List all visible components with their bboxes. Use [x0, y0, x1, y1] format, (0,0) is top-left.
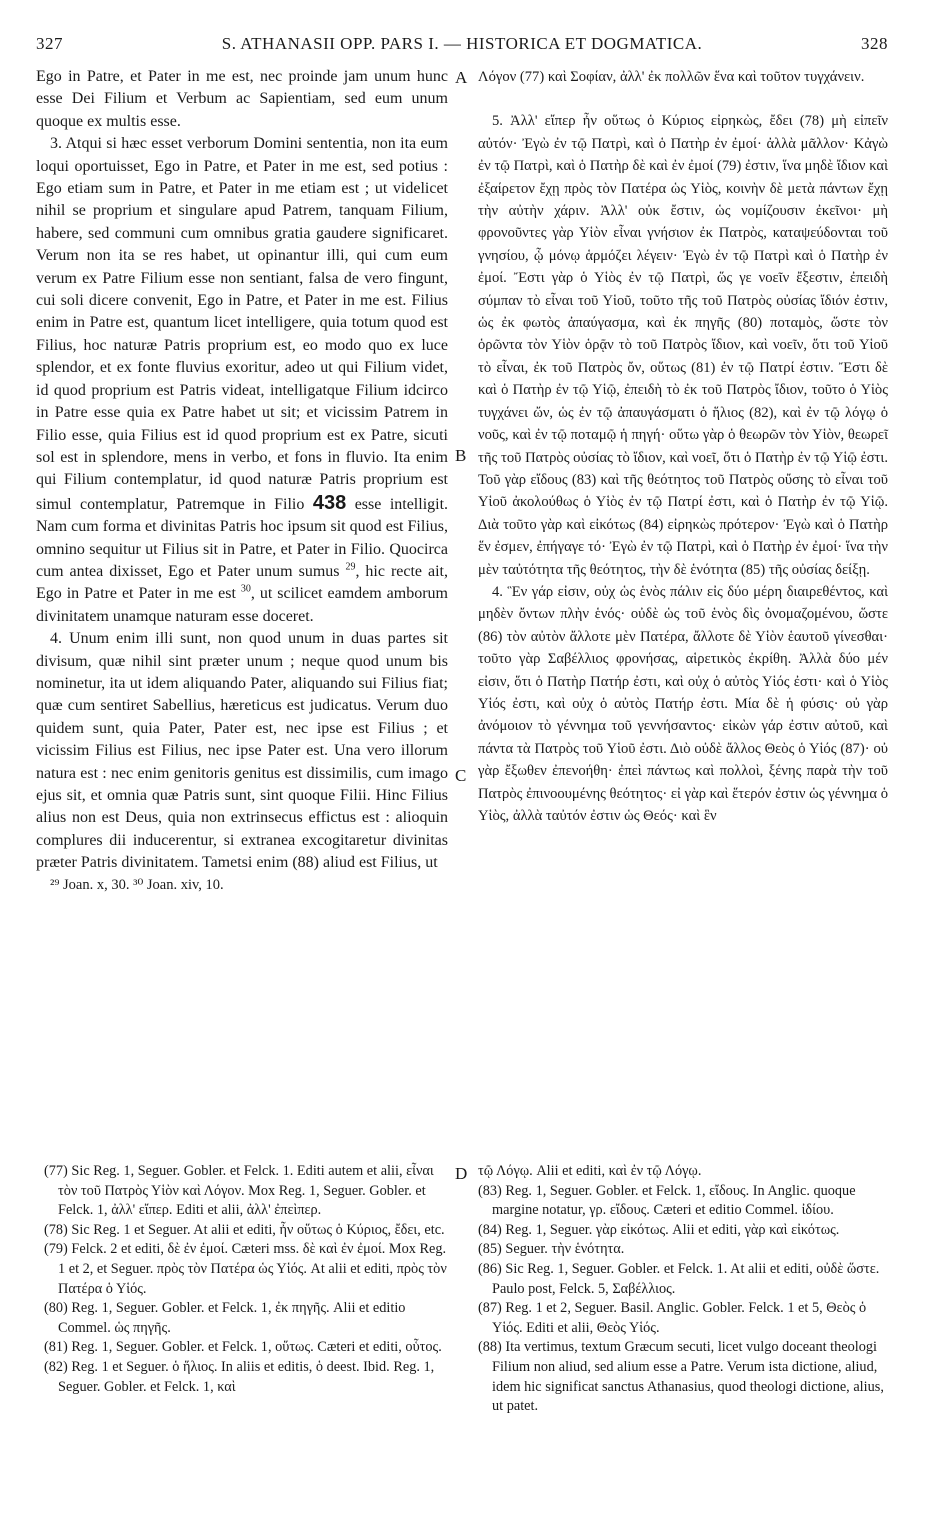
- margin-letter-c: C: [455, 766, 467, 785]
- latin-p2-text: 3. Atqui si hæc esset verborum Domini sententia, non ita eum loqui oportuisset, Ego in Patre, et Pater in me est, sed potius : Ego etiam sum in Patre, et Pater in me etiam est ; ut videlicet nihil se proprium et singulare apud Patrem, tanquam Filium, habere, sed communi cum omnibus gratia gaudere significaret. Verum non ita se res habet, ut opinantur illi, qui cum eum verum ex Patre Filium esse non sentiant, falsa de vero fingunt, cui soli dicere convenit, Ego in Patre, et Pater in me est. Filius enim in Patre est, quantum licet intelligere, quia totum quod est Filius, hoc naturæ Patris proprium est, eo modo quo ex luce splendor, et ex fonte fluvius exoritur, adeo ut qui Filium videt, id quod proprium est Patris videat, intelligatque Filium idcirco in Patre esse quia ex Patre habet ut sit; et vicissim Patrem in Filio esse, quia Filius est id quod proprium est ex Patre, sicuti sol est in splendore, mens in verbo, et fons in fluvio. Ita enim qui Filium contemplatur, id quod naturæ Patris proprium est simul contemplatur, Patremque in Filio: [36, 135, 448, 513]
- greek-paragraph-2: 5. Ἀλλ' εἴπερ ἦν οὕτως ὁ Κύριος εἰρηκὼς, ἔδει (78) μὴ εἰπεῖν αὐτόν· Ἐγὼ ἐν τῷ Πατρὶ, καὶ ὁ Πατὴρ ἐν ἐμοί· ἀλλὰ μᾶλλον· Κἀγὼ ἐν τῷ Πατρὶ, καὶ ὁ Πατὴρ δὲ καὶ ἐν ἐμοί (79) ἐστιν, ἵνα μηδὲ ἴδιον καὶ ἐξαίρετον ἔχῃ πρὸς τὸν Πατέρα ὡς Υἱὸς, κοινὴν δὲ μετὰ πάντων ἔχῃ τὴν αὐτὴν χάριν. Ἀλλ' οὐκ ἔστιν, ὡς νομίζουσιν ἐκεῖνοι· μὴ φρονοῦντες γὰρ Υἱὸν εἶναι γνήσιον ἐκ Πατρὸς, καταψεύδονται τοῦ γνησίου, ᾧ μόνῳ ἁρμόζει λέγειν· Ἐγὼ ἐν τῷ Πατρὶ καὶ ὁ Πατὴρ ἐν ἐμοί. Ἔστι γὰρ ὁ Υἱὸς ἐν τῷ Πατρὶ, ὥς γε νοεῖν ἔξεστιν, ἐπειδὴ σύμπαν τὸ εἶναι τοῦ Υἱοῦ, τοῦτο τῆς τοῦ Πατρὸς οὐσίας ἴδιόν ἐστιν, ὡς ἐκ φωτὸς ἀπαύγασμα, καὶ ἐκ πηγῆς (80) ποταμὸς, ὥστε τὸν ὁρῶντα τὸν Υἱὸν ὁρᾷν τὸ τοῦ Πατρὸς ἴδιον, καὶ νοεῖν, ὅτι τοῦ Υἱοῦ τὸ εἶναι, ἐκ τοῦ Πατρὸς ὄν, οὕτως (81) ἐν τῷ Πατρί ἐστιν. Ἔστι δὲ καὶ ὁ Πατὴρ ἐν τῷ Υἱῷ, ἐπειδὴ τὸ ἐκ τοῦ Πατρὸς ἴδιον, τοῦτο ὁ Υἱὸς τυγχάνει ὤν, ὡς ἐν τῷ ἀπαυγάσματι ὁ ἥλιος (82), καὶ ἐν τῷ λόγῳ ὁ νοῦς, καὶ ἐν τῷ ποταμῷ ἡ πηγή· οὕτω γὰρ ὁ θεωρῶν τὸν Υἱὸν, θεωρεῖ τῆς τοῦ Πατρὸς οὐσίας τὸ ἴδιον, καὶ νοεῖ, ὅτι ὁ Πατὴρ ἐν τῷ Υἱῷ ἐστι. Τοῦ γὰρ εἴδους (83) καὶ τῆς θεότητος τοῦ Πατρὸς οὔσης τὸ εἶναι τοῦ Υἱοῦ ἀκολούθως ὁ Υἱὸς ἐν τῷ Πατρί ἐστι, καὶ ὁ Πατὴρ ἐν τῷ Υἱῷ. Διὰ τοῦτο γὰρ καὶ εἰκότως (84) εἰρηκὼς πρότερον· Ἐγὼ καὶ ὁ Πατὴρ ἕν ἐσμεν, ἐπήγαγε τό· Ἐγὼ ἐν τῷ Πατρὶ, καὶ ὁ Πατὴρ ἐν ἐμοί· ἵνα τὴν μὲν ταὐτότητα τῆς θεότητος, τὴν δὲ ἑνότητα (85) τῆς οὐσίας δείξῃ.: [478, 113, 888, 578]
- running-header: [36, 30, 888, 60]
- footnote-continuation: τῷ Λόγῳ. Alii et editi, καὶ ἐν τῷ Λόγῳ.: [478, 1163, 702, 1179]
- footnote: (82) Reg. 1 et Seguer. ὁ ἥλιος. In aliis et editis, ὁ deest. Ibid. Reg. 1, Seguer. Gobler. et Felck. 1, καὶ: [44, 1358, 435, 1395]
- page-number-right: 328: [861, 34, 888, 53]
- latin-paragraph-3: 4. Unum enim illi sunt, non quod unum in duas partes sit divisum, quæ nihil sint præter unum ; neque quod unum bis nominetur, ita ut idem aliquando Pater, aliquando sui Filius fiat; quæ cum sentiret Sabellius, hæreticus est judicatus. Verum duo quidem sunt, quia Pater, Pater est, nec ipse est Filius ; et vicissim Filius est Filius, nec ipse Pater est. Una vero illorum natura est : nec enim genitoris genitus est dissimilis, cum imago ejus sit, et omnia quæ Patris sunt, sint quoque Filii. Hinc Filius alius non est Deus, quia non extrinsecus effictus est : alioquin complures dii inducerentur, si extranea excogitaretur divinitas præter Patris divinitatem. Tametsi enim (88) aliud est Filius, ut: [36, 630, 448, 872]
- margin-letter-a: A: [455, 68, 468, 87]
- footnote: (78) Sic Reg. 1 et Seguer. At alii et editi, ἦν οὕτως ὁ Κύριος, ἔδει, etc.: [44, 1221, 445, 1238]
- latin-paragraph-2: [36, 133, 448, 628]
- margin-letter-d: D: [455, 1164, 468, 1183]
- running-title: S. ATHANASII OPP. PARS I. — HISTORICA ET DOGMATICA.: [221, 34, 703, 53]
- footnote: (85) Seguer. τὴν ἑνότητα.: [478, 1241, 625, 1258]
- ref-29: 29: [345, 561, 356, 573]
- footnote: (88) Ita vertimus, textum Græcum secuti, licet vulgo doceant theologi Filium non aliud, sed alium esse a Patre. Verum ista dictione, aliud, idem hic significat sanctus Athanasius, quod theologi dictione, alius, ut patet.: [478, 1339, 884, 1415]
- footnote: (77) Sic Reg. 1, Seguer. Gobler. et Felck. 1. Editi autem et alii, εἶναι τὸν τοῦ Πατρὸς Υἱὸν καὶ Λόγον. Mox Reg. 1, Seguer. Gobler. et Felck. 1, ἀλλ' εἴπερ. Editi et alii, ἀλλ' ἐπεὶπερ.: [44, 1163, 434, 1219]
- ref-30: 30: [240, 584, 251, 596]
- footnote: (81) Reg. 1, Seguer. Gobler. et Felck. 1, οὕτως. Cæteri et editi, οὗτος.: [44, 1339, 442, 1356]
- footnote: (87) Reg. 1 et 2, Seguer. Basil. Anglic. Gobler. Felck. 1 et 5, Θεὸς ὁ Υἱός. Editi et alii, Θεὸς Υἱός.: [478, 1300, 867, 1336]
- page-number-left: 327: [36, 34, 63, 53]
- latin-paragraph-1: Ego in Patre, et Pater in me est, nec proinde jam unum hunc esse Dei Filium et Verbum ac Sapientiam, sed eum unum quoque ex multis esse.: [36, 68, 448, 130]
- latin-p2-end: esse intelligit. Nam cum forma et divinitas Patris hoc ipsum sit quod est Filius, omnino sequitur ut Filius sit in Patre, et Pater in Filio. Quocirca cum antea dixisset, Ego et Pater unum sumus: [36, 495, 449, 580]
- footnote: (79) Felck. 2 et editi, δὲ ἐν ἐμοί. Cæteri mss. δὲ καὶ ἐν ἐμοί. Mox Reg. 1 et 2, et Seguer. πρὸς τὸν Πατέρα ὡς Υἱός. At alii et editi, πρὸς τὸν Πατέρα ὁ Υἱός.: [44, 1241, 447, 1297]
- greek-paragraph-1: Λόγον (77) καὶ Σοφίαν, ἀλλ' ἐκ πολλῶν ἕνα καὶ τοῦτον τυγχάνειν.: [478, 69, 865, 85]
- greek-column: [478, 66, 888, 827]
- latin-p2-tail: , ut scilicet eamdem amborum divinitatem unamque naturam esse doceret.: [36, 585, 448, 625]
- scripture-references: ²⁹ Joan. x, 30. ³⁰ Joan. xiv, 10.: [50, 876, 224, 893]
- margin-letter-b: B: [455, 446, 467, 465]
- latin-p2-mid: , hic recte ait, Ego in Patre et Pater in me est: [36, 562, 448, 603]
- footnotes-left: [44, 1162, 450, 1397]
- latin-column: [36, 66, 448, 896]
- inline-page-number: 438: [312, 491, 347, 514]
- footnote: (86) Sic Reg. 1, Seguer. Gobler. et Felck. 1. At alii et editi, οὐδὲ ὥστε. Paulo post, Felck. 5, Σαβέλλιος.: [478, 1260, 880, 1297]
- footnote: (84) Reg. 1, Seguer. γὰρ εἰκότως. Alii et editi, γὰρ καὶ εἰκότως.: [478, 1221, 840, 1238]
- greek-paragraph-3: 4. Ἓν γάρ εἰσιν, οὐχ ὡς ἑνὸς πάλιν εἰς δύο μέρη διαιρεθέντος, καὶ μηδὲν ὄντων πλὴν ἑνός· οὐδὲ ὡς τοῦ ἑνὸς δὶς ὀνομαζομένου, ὥστε (86) τὸν αὐτὸν ἄλλοτε μὲν Πατέρα, ἄλλοτε δὲ Υἱὸν ἑαυτοῦ γίνεσθαι· τοῦτο γὰρ Σαβέλλιος φρονήσας, αἱρετικὸς ἐκρίθη. Ἀλλὰ δύο μέν εἰσιν, ὅτι ὁ Πατὴρ Πατήρ ἐστι, καὶ οὐχ ὁ αὐτὸς Υἱός ἐστι· καὶ ὁ Υἱὸς Υἱός ἐστι, καὶ οὐχ ὁ αὐτὸς Πατήρ ἐστι. Μία δὲ ἡ φύσις· οὐ γὰρ ἀνόμοιον τὸ γέννημα τοῦ γεννήσαντος· εἰκὼν γάρ ἐστιν αὐτοῦ, καὶ πάντα τὰ Πατρὸς τοῦ Υἱοῦ ἐστι. Διὸ οὐδὲ ἄλλος Θεὸς ὁ Υἱός (87)· οὐ γὰρ ἔξωθεν ἐπενοήθη· ἐπεὶ πάντως καὶ πολλοὶ, ξένης παρὰ τὴν τοῦ Πατρὸς ἐπινοουμένης θεότητος· εἰ γὰρ καὶ ἕτερόν ἐστιν ὡς γέννημα ὁ Υἱὸς, ἀλλὰ ταὐτόν ἐστιν ὡς Θεός· καὶ ἓν: [478, 583, 888, 824]
- footnote: (83) Reg. 1, Seguer. Gobler. et Felck. 1, εἴδους. In Anglic. quoque margine notatur, γρ. εἴδους. Cæteri et editio Commel. ἰδίου.: [478, 1182, 856, 1219]
- footnotes-right: [478, 1162, 888, 1417]
- footnote: (80) Reg. 1, Seguer. Gobler. et Felck. 1, ἐκ πηγῆς. Alii et editio Commel. ὡς πηγῆς.: [44, 1300, 406, 1336]
